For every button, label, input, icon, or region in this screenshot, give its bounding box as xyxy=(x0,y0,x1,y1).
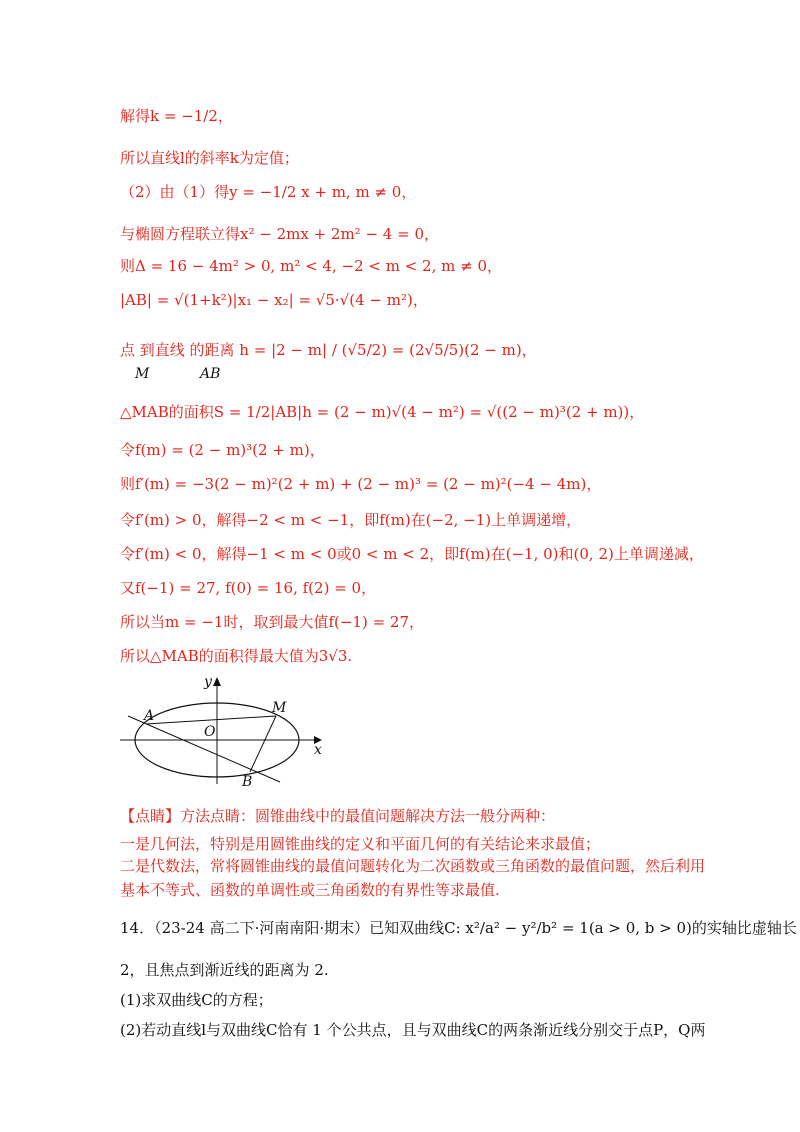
solution-line-3: （2）由（1）得y = −1/2 x + m, m ≠ 0， xyxy=(120,183,417,201)
solution-line-5: 则Δ = 16 − 4m² > 0, m² < 4, −2 < m < 2, m ≠ 0， xyxy=(120,257,503,275)
solution-line-1: 解得k = −1/2， xyxy=(120,107,233,125)
solution-line-15: 所以△MAB的面积得最大值为3√3. xyxy=(120,647,353,665)
solution-line-11: 令f′(m) > 0，解得−2 < m < −1，即f(m)在(−2, −1)上单调递增， xyxy=(120,511,582,529)
problem14-line-2: 2，且焦点到渐近线的距离为 2. xyxy=(120,961,329,979)
segment-mb xyxy=(250,716,276,772)
solution-line-10: 则f′(m) = −3(2 − m)²(2 + m) + (2 − m)³ = (2 − m)²(−4 − 4m)， xyxy=(120,475,602,493)
solution-line-14: 所以当m = −1时，取到最大值f(−1) = 27， xyxy=(120,613,425,631)
point-m-label: M xyxy=(135,366,150,382)
solution-line-12: 令f′(m) < 0，解得−1 < m < 0或0 < m < 2，即f(m)在(−1, 0)和(0, 2)上单调递减， xyxy=(120,545,704,563)
solution-line-4: 与椭圆方程联立得x² − 2mx + 2m² − 4 = 0， xyxy=(120,225,439,243)
problem14-line-4: (2)若动直线l与双曲线C恰有 1 个公共点，且与双曲线C的两条渐近线分别交于点P，Q两 xyxy=(120,1021,706,1039)
solution-line-6: |AB| = √(1+k²)|x₁ − x₂| = √5·√(4 − m²)， xyxy=(120,291,428,309)
segment-am xyxy=(146,716,276,724)
solution-line-9: 令f(m) = (2 − m)³(2 + m)， xyxy=(120,441,325,459)
origin-label: O xyxy=(204,724,216,740)
problem14-line-3: (1)求双曲线C的方程； xyxy=(120,991,273,1009)
line-ab-label: AB xyxy=(200,366,221,382)
comment-line-4: 基本不等式、函数的单调性或三角函数的有界性等求最值. xyxy=(120,881,500,899)
problem14-line-1: 14．（23-24 高二下·河南南阳·期末）已知双曲线C: x²/a² − y²/b² = 1(a > 0, b > 0)的实轴比虚轴长 xyxy=(120,919,797,937)
comment-line-1: 【点睛】方法点睛：圆锥曲线中的最值问题解决方法一般分两种： xyxy=(120,807,556,825)
x-axis-label: x xyxy=(314,742,322,758)
comment-line-2: 一是几何法，特别是用圆锥曲线的定义和平面几何的有关结论来求最值； xyxy=(120,835,601,853)
y-axis-label: y xyxy=(204,674,212,690)
solution-line-8: △MAB的面积S = 1/2|AB|h = (2 − m)√(4 − m²) = √((2 − m)³(2 + m))， xyxy=(120,403,645,421)
solution-line-7: 点 到直线 的距离 h = |2 − m| / (√5/2) = (2√5/5)(2 − m)， xyxy=(120,341,537,359)
point-a-label: A xyxy=(144,708,155,724)
solution-line-13: 又f(−1) = 27, f(0) = 16, f(2) = 0， xyxy=(120,579,377,597)
solution-line-2: 所以直线l的斜率k为定值； xyxy=(120,149,299,167)
comment-line-3: 二是代数法，常将圆锥曲线的最值问题转化为二次函数或三角函数的最值问题，然后利用 xyxy=(120,857,706,875)
ellipse-diagram xyxy=(118,672,328,790)
y-axis-arrow xyxy=(213,677,221,686)
point-b-label: B xyxy=(242,774,253,790)
point-m-diagram-label: M xyxy=(272,700,287,716)
